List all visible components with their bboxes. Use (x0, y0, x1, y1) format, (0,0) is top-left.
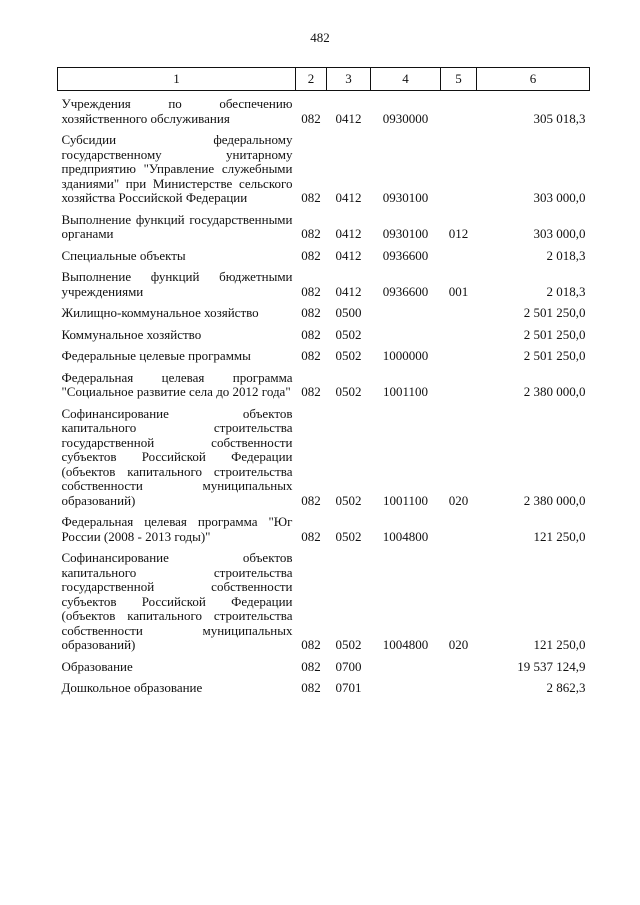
row-col-2: 082 (301, 680, 321, 695)
row-col-4: 0936600 (382, 283, 429, 299)
row-col-2: 082 (301, 283, 321, 299)
row-amount: 2 018,3 (546, 247, 586, 263)
row-name: Софинансирование объектов капитального строительства государственной собственности субъектов Российской Федерации (объектов капитального строительства собственности муниципальных образований) (61, 550, 293, 652)
row-name: Субсидии федеральному государственному унитарному предприятию "Управление служебными зданиями" при Министерстве сельского хозяйства Российской Федерации (61, 132, 293, 205)
row-col-5 (441, 299, 477, 321)
row-col-3: 0412 (335, 190, 362, 205)
row-amount: 2 380 000,0 (523, 384, 586, 399)
row-name: Образование (61, 658, 133, 674)
row-col-5 (441, 674, 477, 696)
table-row (58, 263, 590, 299)
row-col-4: 1004800 (382, 637, 429, 652)
row-col-5: 012 (448, 226, 469, 241)
row-col-4: 1001100 (382, 384, 429, 399)
row-col-3: 0502 (335, 637, 362, 652)
row-col-5: 001 (448, 283, 469, 299)
row-col-3: 0412 (335, 247, 362, 263)
row-col-4: 0936600 (382, 247, 429, 263)
header-row (58, 68, 590, 91)
row-col-3: 0412 (335, 283, 362, 299)
row-col-3: 0502 (335, 384, 362, 399)
row-col-5 (441, 342, 477, 364)
row-col-2: 082 (301, 658, 321, 674)
row-amount: 2 501 250,0 (523, 305, 586, 320)
row-col-4 (371, 674, 441, 696)
row-col-4: 0930000 (382, 110, 429, 126)
table-row (58, 321, 590, 343)
row-amount: 2 862,3 (546, 680, 586, 695)
row-col-2: 082 (301, 226, 321, 241)
table-row (58, 242, 590, 264)
row-name: Жилищно-коммунальное хозяйство (61, 305, 259, 320)
row-col-2: 082 (301, 305, 321, 320)
table-row (58, 206, 590, 242)
row-col-3: 0502 (335, 528, 362, 544)
row-col-3: 0502 (335, 326, 362, 342)
table-body (58, 91, 590, 696)
row-amount: 303 000,0 (533, 226, 586, 241)
row-amount: 121 250,0 (533, 528, 586, 544)
row-col-4: 0930100 (382, 226, 429, 241)
row-amount: 2 018,3 (546, 283, 586, 299)
row-col-2: 082 (301, 190, 321, 205)
row-col-2: 082 (301, 247, 321, 263)
row-name: Федеральная целевая программа "Социальное развитие села до 2012 года" (61, 369, 293, 399)
row-col-4: 1004800 (382, 528, 429, 544)
row-col-2: 082 (301, 384, 321, 399)
row-col-5 (441, 91, 477, 127)
table-row (58, 674, 590, 696)
row-col-2: 082 (301, 492, 321, 508)
table-row (58, 400, 590, 509)
row-col-5 (441, 653, 477, 675)
row-col-3: 0502 (335, 348, 362, 363)
table-row (58, 544, 590, 653)
row-amount: 303 000,0 (533, 190, 586, 205)
row-col-3: 0412 (335, 110, 362, 126)
row-col-5: 020 (448, 492, 469, 508)
row-col-3: 0701 (335, 680, 362, 695)
row-name: Федеральные целевые программы (61, 348, 251, 363)
row-amount: 2 380 000,0 (523, 492, 586, 508)
table-row (58, 91, 590, 127)
row-col-4 (371, 299, 441, 321)
row-col-5 (441, 321, 477, 343)
header-col-4: 4 (371, 68, 441, 91)
table-row (58, 653, 590, 675)
header-col-2: 2 (296, 68, 327, 91)
row-col-3: 0412 (335, 226, 362, 241)
header-col-1: 1 (58, 68, 296, 91)
row-col-4: 1000000 (382, 348, 429, 363)
row-name: Коммунальное хозяйство (61, 326, 202, 342)
row-amount: 19 537 124,9 (517, 658, 586, 674)
table-row (58, 126, 590, 206)
row-col-3: 0500 (335, 305, 362, 320)
table-row (58, 299, 590, 321)
row-col-2: 082 (301, 348, 321, 363)
row-col-2: 082 (301, 528, 321, 544)
row-name: Федеральная целевая программа "Юг России (2008 - 2013 годы)" (61, 514, 293, 544)
row-name: Выполнение функций бюджетными учреждениями (61, 269, 293, 299)
table-header (58, 68, 590, 91)
row-col-4 (371, 321, 441, 343)
row-name: Выполнение функций государственными органами (61, 211, 293, 241)
budget-table (57, 67, 590, 696)
table-row (58, 342, 590, 364)
row-col-3: 0502 (335, 492, 362, 508)
header-col-6: 6 (477, 68, 590, 91)
row-col-5 (441, 364, 477, 400)
row-col-2: 082 (301, 110, 321, 126)
row-amount: 305 018,3 (533, 110, 586, 126)
row-col-4: 0930100 (382, 190, 429, 205)
row-col-2: 082 (301, 637, 321, 652)
row-col-5 (441, 508, 477, 544)
row-amount: 2 501 250,0 (523, 348, 586, 363)
row-col-5 (441, 242, 477, 264)
page-number: 482 (310, 30, 330, 45)
row-col-5: 020 (448, 637, 469, 652)
row-col-4 (371, 653, 441, 675)
row-col-3: 0700 (335, 658, 362, 674)
row-name: Софинансирование объектов капитального строительства государственной собственности субъектов Российской Федерации (объектов капитального строительства собственности муниципальных образований) (61, 405, 293, 508)
table-row (58, 364, 590, 400)
row-name: Учреждения по обеспечению хозяйственного обслуживания (61, 96, 293, 126)
row-amount: 2 501 250,0 (523, 326, 586, 342)
header-col-3: 3 (327, 68, 371, 91)
row-name: Специальные объекты (61, 247, 186, 263)
row-amount: 121 250,0 (533, 637, 586, 652)
table-row (58, 508, 590, 544)
row-col-5 (441, 126, 477, 206)
row-name: Дошкольное образование (61, 680, 203, 695)
row-col-4: 1001100 (382, 492, 429, 508)
header-col-5: 5 (441, 68, 477, 91)
row-col-2: 082 (301, 326, 321, 342)
